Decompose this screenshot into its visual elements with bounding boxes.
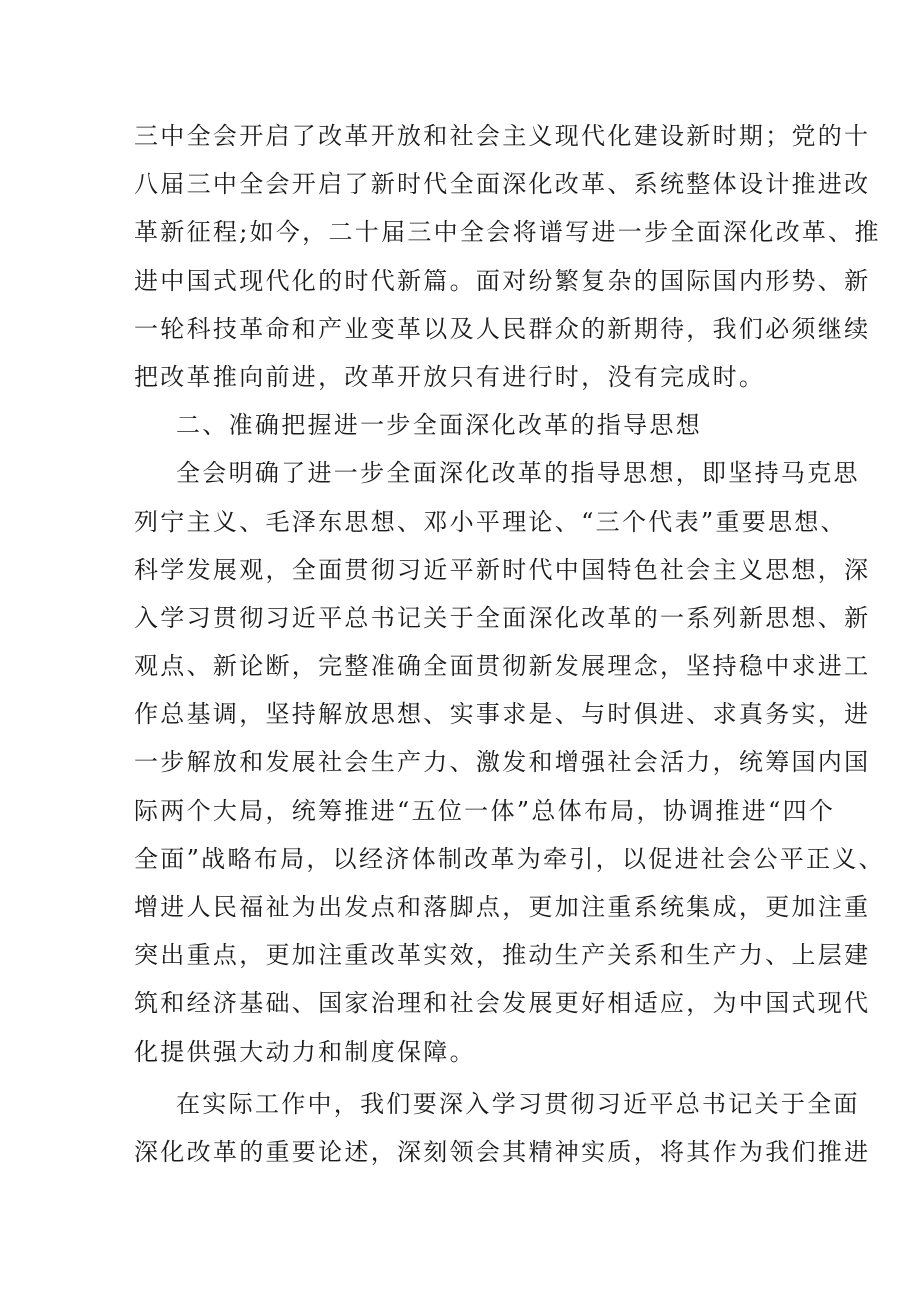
text-line: 科学发展观，全面贯彻习近平新时代中国特色社会主义思想，深 (134, 555, 871, 584)
text-line: 增进人民福祉为出发点和落脚点，更加注重系统集成，更加注重 (134, 893, 871, 921)
text-line: 全面”战略布局，以经济体制改革为牵引，以促进社会公平正义、 (134, 844, 885, 873)
text-line: 把改革推向前进，改革开放只有进行时，没有完成时。 (134, 362, 766, 391)
text-line: 入学习贯彻习近平总书记关于全面深化改革的一系列新思想、新 (134, 603, 871, 632)
text-line: 筑和经济基础、国家治理和社会发展更好相适应，为中国式现代 (134, 989, 871, 1018)
text-line: 进中国式现代化的时代新篇。面对纷繁复杂的国际国内形势、新 (134, 266, 871, 295)
text-line: 作总基调，坚持解放思想、实事求是、与时俱进、求真务实，进 (134, 700, 871, 729)
document-body (134, 112, 885, 1176)
paragraph-guiding-thought (134, 449, 885, 1075)
text-line: 列宁主义、毛泽东思想、邓小平理论、“三个代表”重要思想、 (134, 507, 847, 536)
text-line: 在实际工作中，我们要深入学习贯彻习近平总书记关于全面 (176, 1089, 860, 1118)
text-line: 际两个大局，统筹推进“五位一体”总体布局，协调推进“四个 (134, 796, 836, 825)
text-line: 革新征程;如今，二十届三中全会将谱写进一步全面深化改革、推 (134, 218, 881, 247)
paragraph-practical-work (134, 1080, 871, 1176)
text-line: 观点、新论断，完整准确全面贯彻新发展理念，坚持稳中求进工 (134, 652, 871, 681)
text-line: 全会明确了进一步全面深化改革的指导思想，即坚持马克思 (176, 459, 860, 488)
text-line: 一步解放和发展社会生产力、激发和增强社会活力，统筹国内国 (134, 748, 871, 777)
text-line: 一轮科技革命和产业变革以及人民群众的新期待，我们必须继续 (134, 314, 871, 343)
text-line: 深化改革的重要论述，深刻领会其精神实质，将其作为我们推进 (134, 1137, 871, 1166)
text-line: 三中全会开启了改革开放和社会主义现代化建设新时期；党的十 (134, 122, 871, 150)
text-line: 化提供强大动力和制度保障。 (134, 1037, 476, 1066)
text-line: 八届三中全会开启了新时代全面深化改革、系统整体设计推进改 (134, 170, 871, 199)
paragraph-reform-history (134, 112, 881, 401)
section-heading: 二、准确把握进一步全面深化改革的指导思想 (176, 411, 702, 440)
text-line: 突出重点，更加注重改革实效，推动生产关系和生产力、上层建 (134, 941, 871, 970)
